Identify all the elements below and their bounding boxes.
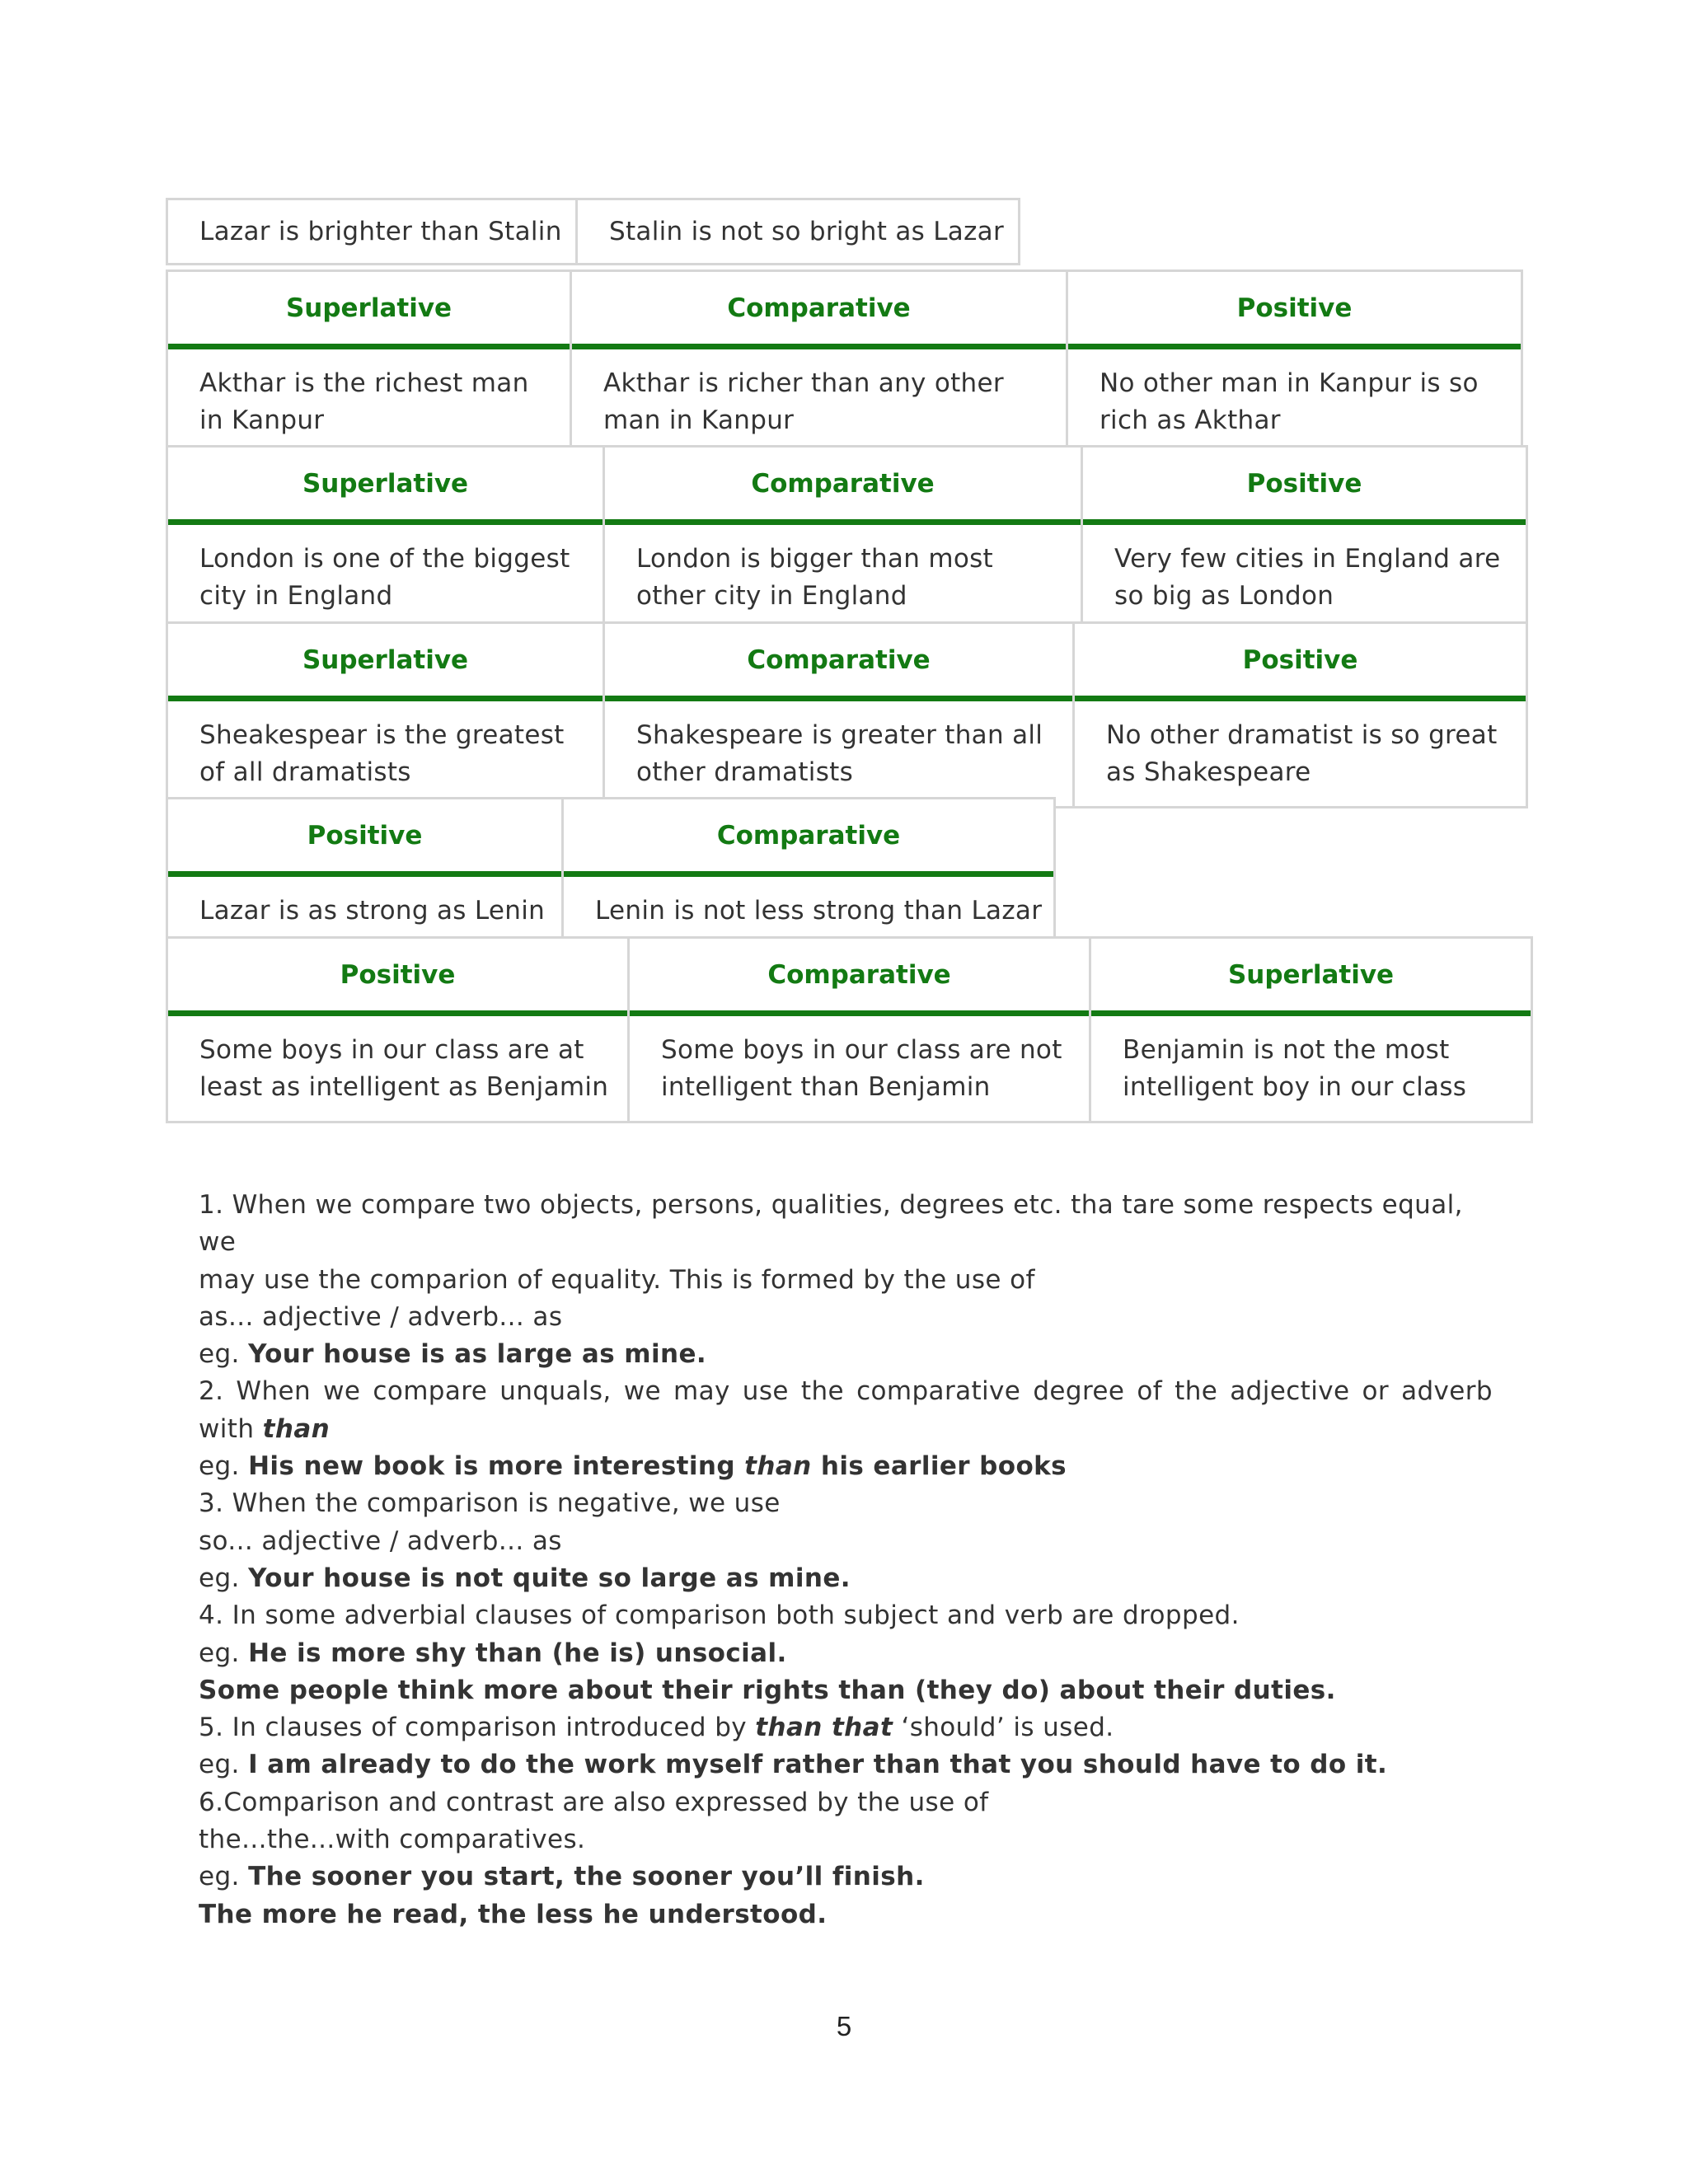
column-header: Positive [168, 939, 627, 1016]
table-column [166, 936, 630, 1123]
table-column [1089, 936, 1533, 1123]
column-header: Positive [168, 799, 561, 877]
cell-text: Akthar is richer than any other man in Kanpur [603, 368, 1004, 435]
column-header: Positive [1075, 624, 1526, 701]
table-column [1066, 269, 1523, 457]
note-2-line-1: 2. When we compare unquals, we may use the comparative degree of the adjective or adverb [199, 1376, 1493, 1407]
degrees-table-akthar [166, 269, 1523, 457]
table-column [166, 797, 564, 947]
degrees-table-benjamin [166, 936, 1533, 1123]
note-2-example: eg. His new book is more interesting than his earlier books [199, 1451, 1067, 1482]
cell-text: Some boys in our class are at least as intelligent as Benjamin [199, 1034, 609, 1102]
cell-text: Sheakespear is the greatest of all dramatists [199, 719, 565, 787]
note-5-line-1: 5. In clauses of comparison introduced by than that ‘should’ is used. [199, 1713, 1114, 1743]
table-column [166, 445, 605, 632]
note-3-line-2: so... adjective / adverb... as [199, 1526, 562, 1556]
cell-text: No other dramatist is so great as Shakespeare [1106, 719, 1498, 787]
cell-text: No other man in Kanpur is so rich as Akthar [1100, 368, 1479, 435]
column-header: Comparative [630, 939, 1089, 1016]
page-number: 5 [836, 2011, 852, 2041]
cell-text: London is one of the biggest city in England [199, 543, 570, 611]
note-4-line-1: 4. In some adverbial clauses of comparison both subject and verb are dropped. [199, 1601, 1240, 1631]
note-6-line-1: 6.Comparison and contrast are also expressed by the use of [199, 1787, 989, 1817]
degrees-table-lazar-lenin [166, 797, 1056, 947]
column-header: Comparative [564, 799, 1053, 877]
note-3-line-1: 3. When the comparison is negative, we use [199, 1488, 781, 1519]
comparison-table-lazar-stalin [166, 198, 1020, 265]
note-5-example: eg. I am already to do the work myself rather than that you should have to do it. [199, 1750, 1388, 1780]
table-cell [575, 198, 1020, 265]
column-header: Superlative [1091, 939, 1531, 1016]
note-4-example-1: eg. He is more shy than (he is) unsocial. [199, 1638, 787, 1668]
note-1-line-3: as... adjective / adverb... as [199, 1301, 563, 1332]
note-4-example-2: Some people think more about their rights than (they do) about their duties. [199, 1675, 1336, 1705]
cell-text: Very few cities in England are so big as London [1114, 543, 1501, 611]
table-column [603, 445, 1083, 632]
table-column [603, 621, 1075, 808]
table-column [561, 797, 1056, 947]
cell-text: Lazar is brighter than Stalin [199, 216, 562, 246]
cell-text: Shakespeare is greater than all other dramatists [636, 719, 1043, 787]
cell-text: Some boys in our class are not intelligent than Benjamin [661, 1034, 1062, 1102]
grammar-notes [199, 1187, 1493, 1933]
cell-text: Lenin is not less strong than Lazar [595, 895, 1043, 926]
cell-text: London is bigger than most other city in England [636, 543, 993, 611]
note-1-line-1: 1. When we compare two objects, persons, qualities, degrees etc. tha tare some respects equal, we [199, 1190, 1463, 1258]
table-column [166, 621, 605, 808]
note-1-line-2: may use the comparion of equality. This is formed by the use of [199, 1264, 1035, 1295]
table-column [166, 269, 572, 457]
cell-text: Akthar is the richest man in Kanpur [199, 368, 529, 435]
cell-text: Stalin is not so bright as Lazar [609, 216, 1005, 246]
table-cell [166, 198, 578, 265]
note-2-line-2: with than [199, 1413, 331, 1444]
table-column [570, 269, 1068, 457]
table-column [627, 936, 1091, 1123]
column-header: Comparative [572, 272, 1066, 349]
note-3-example: eg. Your house is not quite so large as mine. [199, 1563, 851, 1593]
column-header: Comparative [605, 448, 1081, 525]
column-header: Superlative [168, 624, 603, 701]
column-header: Superlative [168, 272, 570, 349]
note-6-line-2: the...the...with comparatives. [199, 1825, 586, 1855]
column-header: Superlative [168, 448, 603, 525]
degrees-table-london [166, 445, 1528, 632]
column-header: Positive [1068, 272, 1521, 349]
column-header: Comparative [605, 624, 1072, 701]
degrees-table-shakespeare [166, 621, 1528, 808]
table-column [1072, 621, 1528, 808]
cell-text: Benjamin is not the most intelligent boy in our class [1123, 1034, 1467, 1102]
note-6-example-2: The more he read, the less he understood. [199, 1899, 828, 1929]
note-1-example: eg. Your house is as large as mine. [199, 1339, 707, 1370]
table-column [1081, 445, 1528, 632]
note-6-example-1: eg. The sooner you start, the sooner you’ll finish. [199, 1862, 925, 1892]
cell-text: Lazar is as strong as Lenin [199, 895, 546, 926]
column-header: Positive [1083, 448, 1526, 525]
